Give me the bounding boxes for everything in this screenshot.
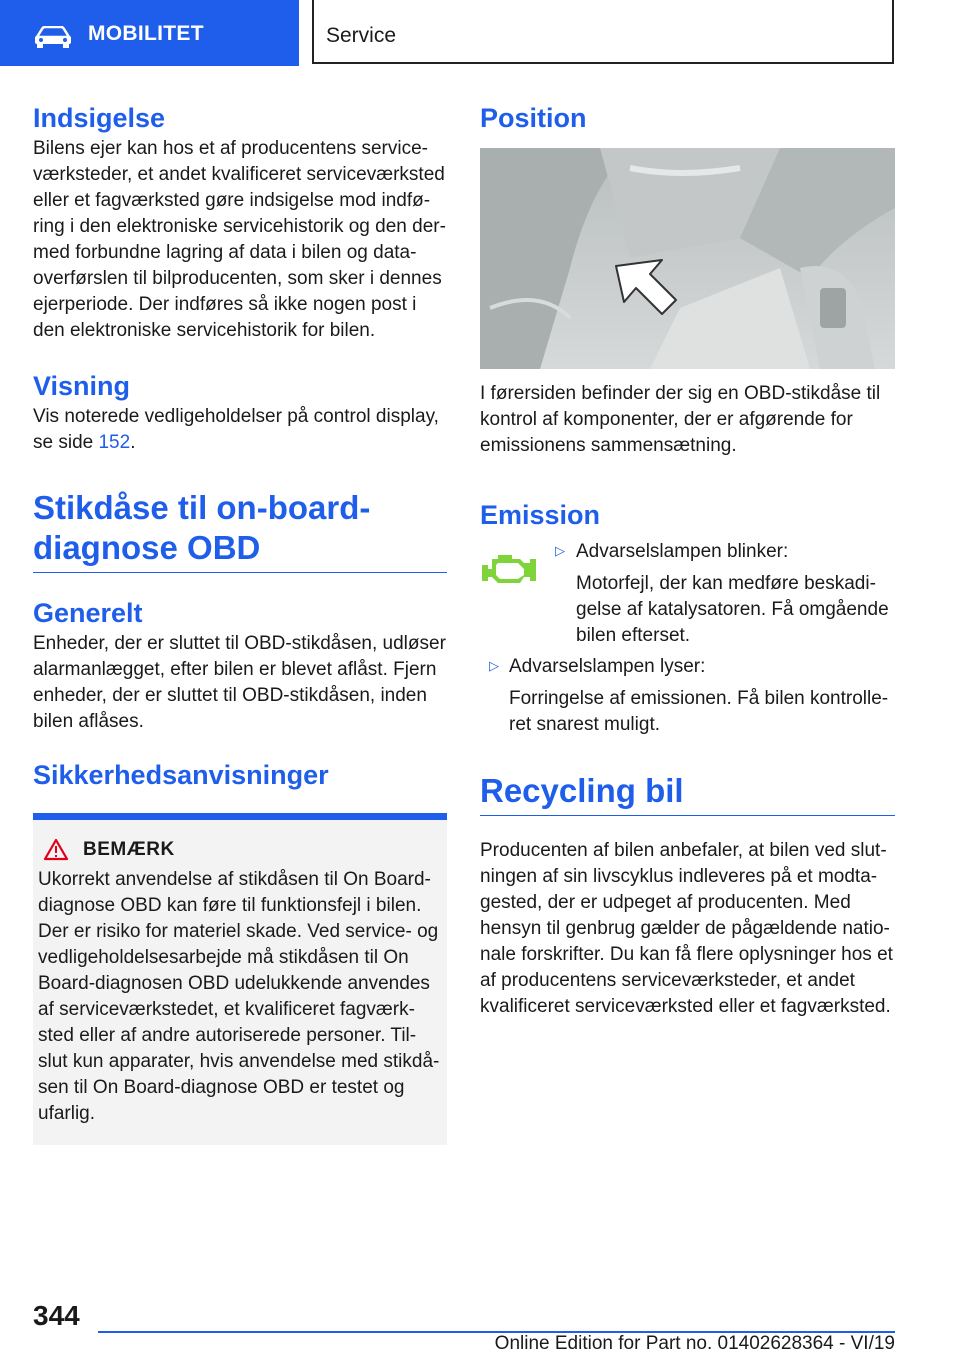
check-engine-icon: [480, 549, 542, 589]
notice-text: Ukorrekt anvendelse af stikdåsen til On Board-diagnose OBD kan føre til funktionsfejl i bilen. Der er risiko for materiel skade. Ved service- og vedligeholdelsesarbejde må stikdåsen til On Board-diagnosen OBD udelukkende anvendes af serviceværkstedet, et kvalificeret fagværk-sted eller af andre autoriserede personer. Til-slut kun apparater, hvis anvendelse med stikdå-sen til On Board-diagnose OBD er testet og ufarlig.: [38, 869, 440, 1124]
section-tab-label: MOBILITET: [88, 22, 204, 45]
heading-indsigelse: Indsigelse: [33, 103, 166, 133]
bullet-icon: ▷: [555, 543, 565, 558]
emission-list: [480, 533, 895, 735]
visning-text: Vis noterede vedligeholdelser på control display, se side: [33, 406, 439, 453]
paragraph-indsigelse: Bilens ejer kan hos et af producentens service-værksteder, et andet kvalificeret serviceværksted eller et fagværksted gøre indsigelse mod indfø-ring i den elektroniske servicehistorik og den der-med forbundne lagring af data i bilen og data-overførslen til bilproducenten, som sker i dennes ejerperiode. Der indføres så ikke nogen post i den elektroniske servicehistorik for bilen.: [33, 138, 446, 341]
paragraph-position: I førersiden befinder der sig en OBD-stikdåse til kontrol af komponenter, der er afgørende for emissionens sammensætning.: [480, 383, 881, 456]
notice-title: [43, 838, 447, 861]
section-title: Service: [326, 24, 397, 47]
heading-emission: Emission: [480, 500, 601, 530]
visning-end: .: [130, 432, 136, 453]
photo-illustration: [480, 148, 895, 369]
page-link-152[interactable]: 152: [98, 432, 131, 453]
paragraph-generelt: Enheder, der er sluttet til OBD-stikdåsen, udløser alarmanlægget, efter bilen er blevet aflåst. Fjern enheder, der er sluttet til OBD-stikdåsen, inden bilen aflåses.: [33, 633, 446, 732]
warning-triangle-icon: [43, 838, 69, 861]
left-column: [33, 100, 447, 1145]
list-item-lyser: [509, 654, 895, 738]
paragraph-visning: [33, 404, 447, 456]
notice-label: BEMÆRK: [83, 838, 175, 860]
heading-sikkerhed: Sikkerhedsanvisninger: [33, 760, 329, 790]
heading-obd: Stikdåse til on-board-diagnose OBD: [33, 488, 447, 573]
list-item-body: Motorfejl, der kan medføre beskadi-gelse af katalysatoren. Få omgående bilen efterset.: [576, 573, 889, 646]
heading-recycling: Recycling bil: [480, 771, 895, 816]
page-number: 344: [33, 1300, 80, 1331]
notice-box: [33, 813, 447, 1145]
heading-visning: Visning: [33, 371, 131, 401]
arrow-icon: [610, 258, 680, 318]
car-icon: [34, 26, 72, 48]
list-item-head: Advarselslampen lyser:: [509, 656, 706, 677]
list-item-blinker: [576, 539, 895, 649]
heading-generelt: Generelt: [33, 598, 143, 628]
heading-position: Position: [480, 103, 587, 133]
list-item-body: Forringelse af emissionen. Få bilen kontrolle-ret snarest muligt.: [509, 688, 889, 735]
obd-location-photo: [480, 148, 895, 369]
section-header: [312, 0, 894, 64]
paragraph-recycling: Producenten af bilen anbefaler, at bilen ved slut-ningen af sin livscyklus indleveres på et modta-gested, der er udpeget af producenten. Med hensyn til genbrug gælder de pågældende natio-nale forskrifter. Du kan få flere oplysninger hos et af producentens serviceværksteder, et andet kvalificeret serviceværksted eller et fagværksted.: [480, 840, 893, 1017]
list-item-head: Advarselslampen blinker:: [576, 541, 789, 562]
right-column: [480, 100, 895, 1020]
section-tab[interactable]: [0, 0, 299, 66]
bullet-icon: ▷: [489, 658, 499, 673]
footer-edition: Online Edition for Part no. 01402628364 - VI/19: [494, 1333, 895, 1354]
